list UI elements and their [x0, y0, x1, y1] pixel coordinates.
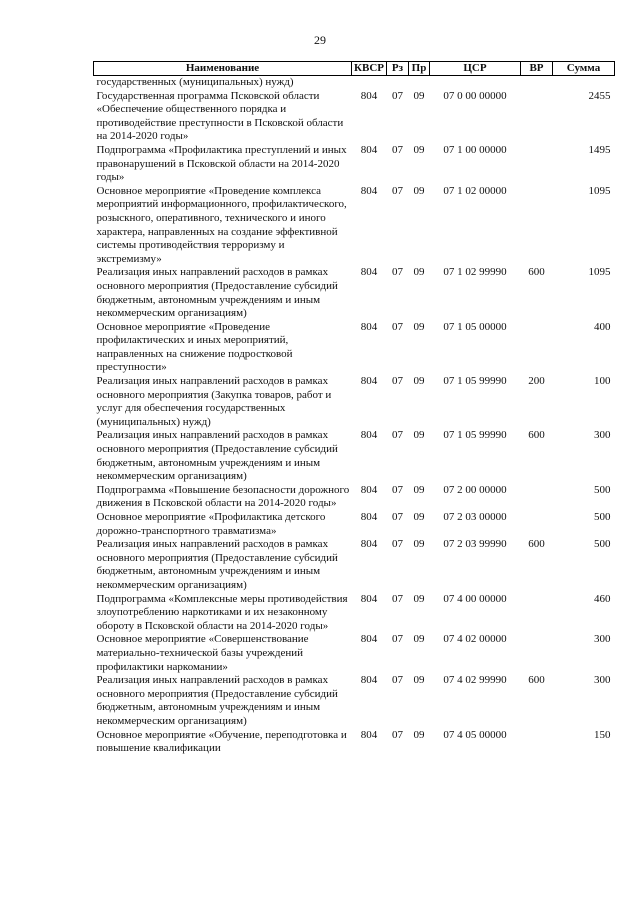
cell-vr [521, 484, 553, 511]
cell-kvsr: 804 [360, 592, 378, 605]
cell-rz: 07 [392, 674, 403, 687]
cell-kvsr: 804 [360, 320, 378, 333]
cell-csr: 07 1 05 99990 [443, 429, 507, 442]
cell-name: Реализация иных направлений расходов в рамках основного мероприятия (Предоставление субсидий бюджетным, автономным учреждениям и иным некоммерческим организациям) [96, 538, 338, 591]
header-csr: ЦСР [430, 62, 521, 76]
cell-name: Подпрограмма «Комплексные меры противодействия злоупотреблению наркотиками и их незаконному обороту в Псковской области на 2014-2020 годы» [96, 592, 348, 632]
cell-sum: 400 [594, 320, 611, 333]
budget-table [93, 61, 615, 756]
cell-csr: 07 2 03 99990 [443, 538, 507, 551]
cell-name: Государственная программа Псковской области «Обеспечение общественного порядка и противодействие преступности в Псковской области на 2014-2020 годы» [96, 89, 344, 143]
cell-sum [553, 76, 615, 90]
cell-name: Реализация иных направлений расходов в рамках основного мероприятия (Предоставление субсидий бюджетным, автономным учреждениям и иным некоммерческим организациям) [96, 266, 338, 320]
cell-rz: 07 [392, 266, 403, 279]
cell-vr [521, 90, 553, 144]
cell-csr: 07 1 02 00000 [443, 184, 507, 197]
cell-sum: 1095 [588, 266, 611, 279]
cell-kvsr: 804 [360, 429, 378, 442]
table-row [94, 538, 615, 592]
cell-rz: 07 [392, 184, 403, 197]
cell-pr: 09 [413, 592, 425, 605]
cell-name: государственных (муниципальных) нужд) [96, 76, 294, 88]
cell-vr [521, 185, 553, 267]
cell-rz: 07 [392, 592, 403, 605]
cell-pr: 09 [413, 184, 425, 197]
table-row [94, 375, 615, 429]
cell-kvsr: 804 [360, 375, 378, 388]
cell-rz: 07 [392, 728, 403, 741]
cell-sum: 100 [594, 375, 611, 388]
table-body [94, 76, 615, 756]
cell-csr: 07 1 05 99990 [443, 375, 507, 388]
cell-pr: 09 [413, 89, 425, 102]
cell-rz [387, 76, 409, 90]
table-row [94, 484, 615, 511]
cell-pr: 09 [413, 143, 425, 156]
cell-sum: 300 [594, 633, 611, 646]
cell-vr: 600 [528, 674, 545, 687]
header-vr: ВР [521, 62, 553, 76]
cell-name: Основное мероприятие «Обучение, переподготовка и повышение квалификации [96, 728, 347, 755]
header-pr: Пр [409, 62, 430, 76]
table-row [94, 144, 615, 185]
table-row [94, 593, 615, 634]
cell-rz: 07 [392, 483, 403, 496]
cell-name: Реализация иных направлений расходов в рамках основного мероприятия (Предоставление субсидий бюджетным, автономным учреждениям и иным некоммерческим организациям) [96, 674, 338, 727]
cell-pr: 09 [413, 320, 425, 333]
cell-rz: 07 [392, 511, 403, 523]
cell-sum: 460 [594, 592, 611, 605]
cell-rz: 07 [392, 375, 403, 388]
cell-name: Основное мероприятие «Проведение профилактических и иных мероприятий, направленных на снижение подростковой преступности» [96, 320, 293, 374]
cell-pr [409, 76, 430, 90]
table-row [94, 674, 615, 728]
cell-csr: 07 2 00 00000 [443, 483, 507, 496]
cell-kvsr: 804 [360, 89, 378, 102]
cell-kvsr: 804 [360, 674, 378, 687]
table-row [94, 511, 615, 538]
cell-csr: 07 0 00 00000 [443, 89, 507, 102]
cell-name: Подпрограмма «Повышение безопасности дорожного движения в Псковской области на 2014-2020 годы» [96, 483, 350, 510]
cell-vr: 600 [528, 538, 545, 551]
table-row [94, 185, 615, 267]
cell-rz: 07 [392, 633, 403, 646]
cell-pr: 09 [413, 375, 425, 388]
cell-vr [521, 511, 553, 538]
cell-csr: 07 4 02 99990 [443, 674, 507, 687]
cell-sum: 2455 [588, 89, 611, 102]
cell-sum: 1095 [588, 184, 611, 197]
header-kvsr: КВСР [352, 62, 387, 76]
cell-rz: 07 [392, 538, 403, 551]
table-header-row [94, 62, 615, 76]
cell-pr: 09 [413, 429, 425, 442]
cell-csr: 07 4 00 00000 [443, 592, 507, 605]
header-name: Наименование [94, 62, 352, 76]
cell-csr: 07 4 02 00000 [443, 633, 507, 646]
cell-pr: 09 [413, 266, 425, 279]
table-row [94, 76, 615, 90]
cell-csr: 07 2 03 00000 [443, 511, 507, 523]
cell-csr: 07 4 05 00000 [443, 728, 507, 741]
table-row [94, 633, 615, 674]
cell-name: Подпрограмма «Профилактика преступлений и иных правонарушений в Псковской области на 2014-2020 годы» [96, 143, 347, 184]
header-rz: Рз [387, 62, 409, 76]
cell-name: Основное мероприятие «Профилактика детского дорожно-транспортного травматизма» [96, 511, 326, 537]
cell-vr: 600 [528, 266, 545, 279]
cell-pr: 09 [413, 538, 425, 551]
table-row [94, 266, 615, 320]
cell-kvsr: 804 [360, 511, 378, 523]
cell-sum: 150 [594, 728, 611, 741]
cell-rz: 07 [392, 143, 403, 156]
cell-name: Реализация иных направлений расходов в рамках основного мероприятия (Закупка товаров, работ и услуг для обеспечения государственных (муниципальных) нужд) [96, 375, 332, 428]
cell-csr: 07 1 00 00000 [443, 143, 507, 156]
cell-kvsr [352, 76, 387, 90]
cell-rz: 07 [392, 429, 403, 442]
cell-rz: 07 [392, 320, 403, 333]
cell-vr: 200 [528, 375, 545, 388]
cell-kvsr: 804 [360, 538, 378, 551]
header-sum: Сумма [553, 62, 615, 76]
cell-sum: 300 [594, 429, 611, 442]
cell-pr: 09 [413, 674, 425, 687]
cell-vr [521, 144, 553, 185]
cell-vr [521, 76, 553, 90]
cell-kvsr: 804 [360, 184, 378, 197]
cell-sum: 500 [594, 538, 611, 551]
cell-csr: 07 1 02 99990 [443, 266, 507, 279]
cell-name: Реализация иных направлений расходов в рамках основного мероприятия (Предоставление субсидий бюджетным, автономным учреждениям и иным некоммерческим организациям) [96, 429, 338, 483]
table-row [94, 429, 615, 483]
cell-vr [521, 633, 553, 674]
cell-kvsr: 804 [360, 143, 378, 156]
cell-sum: 300 [594, 674, 611, 687]
cell-kvsr: 804 [360, 633, 378, 646]
cell-vr [521, 593, 553, 634]
cell-vr [521, 321, 553, 375]
cell-pr: 09 [413, 511, 425, 523]
table-row [94, 321, 615, 375]
table-row [94, 729, 615, 756]
cell-sum: 500 [594, 511, 611, 523]
table-row [94, 90, 615, 144]
cell-name: Основное мероприятие «Совершенствование материально-технической базы учреждений профилактики наркомании» [96, 633, 309, 673]
cell-sum: 1495 [588, 143, 611, 156]
cell-vr: 600 [528, 429, 545, 442]
cell-rz: 07 [392, 89, 403, 102]
cell-kvsr: 804 [360, 483, 378, 496]
cell-pr: 09 [413, 728, 425, 741]
page-number: 29 [314, 33, 326, 47]
cell-kvsr: 804 [360, 728, 378, 741]
cell-kvsr: 804 [360, 266, 378, 279]
cell-pr: 09 [413, 483, 425, 496]
cell-csr [430, 76, 521, 90]
cell-name: Основное мероприятие «Проведение комплекса мероприятий информационного, профилактического, розыскного, оперативного, технического и иного характера, направленных на создание эффективной системы противодействия терроризму и экстремизму» [96, 184, 347, 265]
cell-sum: 500 [594, 483, 611, 496]
cell-vr [521, 729, 553, 756]
cell-pr: 09 [413, 633, 425, 646]
cell-csr: 07 1 05 00000 [443, 320, 507, 333]
